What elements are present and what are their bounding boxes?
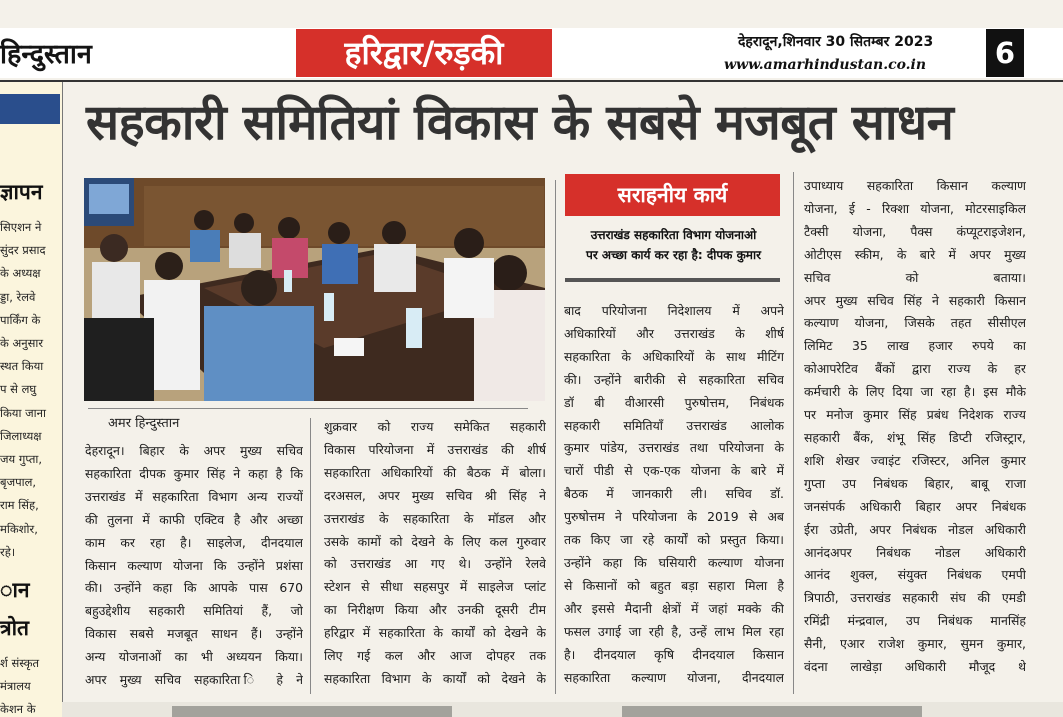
body-line: विकास परियोजना में उत्तराखंड की शीर्ष — [324, 441, 546, 457]
body-line: डॉ बी वीआरसी पुरुषोत्तम, निबंधक — [564, 394, 784, 410]
body-line: सैनी, एआर राजेश कुमार, सुमन कुमार, — [804, 636, 1026, 652]
subhead-line: उत्तराखंड सहकारिता विभाग योजनाओ — [590, 228, 757, 242]
body-line: पुरुषोत्तम ने परियोजना के 2019 से अब — [564, 509, 784, 525]
body-line: अधिकारियों और उत्तराखंड के शीर्ष — [564, 325, 784, 341]
left-strip-line: के अनुसार — [0, 336, 44, 350]
body-line: सहकारी समितियाँ उत्तराखंड आलोक — [564, 417, 784, 433]
body-line: वंदना लाखेड़ा अधिकारी मौजूद थे — [804, 659, 1026, 675]
box-rule — [565, 278, 780, 282]
left-strip-line: बृजपाल, — [0, 475, 37, 490]
left-strip-line: प से लघु — [0, 382, 37, 397]
column-divider — [310, 418, 311, 694]
body-line: उपाध्याय सहकारिता किसान कल्याण — [804, 178, 1026, 193]
body-line: रमिंद्री मंन्द्रवाल, उप निबंधक मानसिंह — [804, 613, 1026, 629]
left-strip-line: जय गुप्ता, — [0, 452, 43, 466]
body-line: बाद परियोजना निदेशालय में अपने — [564, 303, 784, 318]
left-strip-line: सिएशन ने — [0, 220, 42, 234]
body-line: सचिव को बताया। — [804, 269, 1026, 285]
left-strip-line: मंत्रालय — [0, 679, 31, 693]
body-line: है। दीनदयाल कृषि दीनदयाल किसान — [564, 646, 784, 662]
body-line: लिमिट 35 लाख हजार रुपये का — [804, 338, 1026, 354]
body-line: का निरीक्षण किया और उनकी दूसरी टीम — [324, 602, 546, 618]
body-line: अपर मुख्य सचिव सिंह ने सहकारी किसान — [804, 292, 1026, 308]
body-line: उत्तराखंड के सहकारिता के मॉडल और — [324, 510, 546, 526]
body-line: दरअसल, अपर मुख्य सचिव श्री सिंह ने — [324, 487, 546, 503]
body-line: हरिद्वार में सहकारिता के कार्यों को देखने के — [324, 625, 546, 641]
left-strip-line: जिलाध्यक्ष — [0, 428, 42, 443]
blue-label-bar — [0, 94, 60, 124]
body-line: देहरादून। बिहार के अपर मुख्य सचिव — [85, 443, 303, 458]
left-strip-line: के अध्यक्ष — [0, 266, 41, 281]
left-strip-line: केशन के — [0, 702, 36, 716]
body-line: सहकारिता दीपक कुमार सिंह ने कहा है कि — [85, 465, 303, 481]
column-divider — [555, 180, 556, 694]
left-strip-heading-3: त्रोत — [0, 616, 30, 640]
body-line: शुक्रवार को राज्य समेकित सहकारी — [324, 419, 546, 434]
left-strip-line: राम सिंह, — [0, 498, 39, 513]
left-strip-line: मकिशोर, — [0, 521, 38, 536]
cropped-heading — [172, 706, 452, 717]
body-line: काम कर रहा है। साइलेज, दीनदयाल — [85, 534, 303, 550]
body-line: फसल उगाई जा रही है, उन्हें लाभ मिल रहा — [564, 623, 784, 639]
body-line: कल्याण योजना, जिसके तहत सीसीएल — [804, 315, 1026, 331]
body-line: आनंद शुक्ल, संयुक्त निबंधक एमपी — [804, 567, 1026, 583]
dateline: देहरादून,शिनवार 30 सितम्बर 2023 — [738, 34, 934, 50]
website-url[interactable]: www.amarhindustan.co.in — [724, 57, 927, 73]
body-line: तक किए जा रहे कार्यों को प्रस्तुत किया। — [564, 532, 784, 548]
next-article-strip — [62, 702, 1063, 717]
body-line: सहकारी बैंक, शंभू सिंह डिप्टी रजिस्ट्रार, — [804, 429, 1026, 445]
left-strip-heading-2: ान — [0, 578, 30, 602]
body-line: की। उन्होंने बारीकी से सहकारिता सचिव — [564, 371, 784, 387]
body-line: स्टेशन से सीधा सहसपुर में साइलेज प्लांट — [324, 579, 546, 595]
left-strip-line: ड्डा, रेलवे — [0, 289, 36, 304]
body-line: त्रिपाठी, उत्तराखंड सहकारी संघ की एमडी — [804, 590, 1026, 606]
body-column-1 — [85, 440, 303, 692]
page-number: 6 — [986, 29, 1024, 77]
headline: सहकारी समितियां विकास के सबसे मजबूत साधन — [86, 94, 954, 151]
left-strip-line: रहे। — [0, 544, 16, 559]
body-line: बैठक में जानकारी ली। सचिव डॉ. — [564, 486, 784, 502]
body-line: सहकारिता विभाग के कार्यों को देखने के — [324, 670, 546, 686]
left-strip-heading: ज्ञापन — [0, 180, 43, 204]
body-line: चारों पीडी से एक-एक योजना के बारे में — [564, 463, 784, 479]
body-line: टैक्सी योजना, पैक्स कंप्यूटराइजेशन, — [804, 223, 1026, 239]
meeting-photo — [84, 178, 545, 401]
section-label: हरिद्वार/रुड़की — [296, 29, 552, 77]
masthead-divider — [0, 80, 1063, 82]
body-line: जनसंपर्क अधिकारी बिहार अपर निबंधक — [804, 498, 1026, 514]
subhead-line: पर अच्छा कार्य कर रहा है: दीपक कुमार — [586, 248, 761, 262]
box-banner: सराहनीय कार्य — [565, 174, 780, 216]
cropped-heading — [622, 706, 922, 717]
body-line: अपर मुख्य सचिव सहकारिता ि हे ने — [85, 672, 303, 688]
body-line: विकास सबसे मजबूत साधन हैं। उन्होंने — [85, 626, 303, 642]
left-strip-line: सुंदर प्रसाद — [0, 243, 46, 258]
body-line: की तुलना में काफी एक्टिव है और अच्छा — [85, 511, 303, 527]
body-line: किसान कल्याण योजना कि उन्होंने प्रशंसा — [85, 557, 303, 573]
meeting-photo-illustration — [84, 178, 545, 401]
left-strip-line: किया जाना — [0, 405, 46, 420]
body-line: शशि शेखर ज्वाइंट रजिस्टर, अनिल कुमार — [804, 452, 1026, 468]
body-line: ओटीएस स्कीम, के बारे में अपर मुख्य — [804, 246, 1026, 262]
body-line: और इससे मैदानी क्षेत्रों में जहां मक्के की — [564, 600, 784, 616]
column-divider — [793, 172, 794, 694]
body-line: सहकारिता कल्याण योजना, दीनदयाल — [564, 669, 784, 685]
body-line: योजना, ई - रिक्शा योजना, मोटरसाइकिल — [804, 200, 1026, 216]
body-line: ईरा उप्रेती, अपर निबंधक नोडल अधिकारी — [804, 521, 1026, 537]
body-line: पर मनोज कुमार सिंह प्रबंध निदेशक राज्य — [804, 407, 1026, 423]
body-column-2 — [324, 416, 546, 691]
body-line: को उत्तराखंड आ गए थे। उन्होंने रेलवे — [324, 556, 546, 572]
credit-text: अमर हिन्दुस्तान — [108, 416, 180, 431]
adjacent-column-strip — [0, 82, 62, 717]
body-line: सहकारिता के अधिकारियों के साथ मीटिंग — [564, 348, 784, 364]
newspaper-brand: हिन्दुस्तान — [0, 39, 92, 70]
body-line: उसके कामों को देखने के लिए कल गुरुवार — [324, 533, 546, 549]
body-line: से किसानों को बहुत बड़ा सहारा मिला है — [564, 577, 784, 593]
body-line: कोआपरेटिव बैंकों द्वारा राज्य के हर — [804, 361, 1026, 377]
left-strip-line: स्थत किया — [0, 359, 44, 374]
body-line: कुमार पांडेय, उत्तराखंड तथा परियोजना के — [564, 440, 784, 456]
left-strip-line: र्श संस्कृत — [0, 656, 40, 670]
subheadline — [570, 225, 777, 265]
body-line: सहकारिता अधिकारियों की बैठक में बोला। — [324, 464, 546, 480]
body-line: कर्मचारी के लिए दिया जा रहा है। इस मौके — [804, 384, 1026, 400]
body-column-3 — [564, 300, 784, 689]
body-line: अन्य योजनाओं का भी अध्ययन किया। — [85, 649, 303, 665]
body-line: उत्तराखंड में सहकारिता विभाग अन्य राज्यों — [85, 488, 303, 504]
body-line: गुप्ता उप निबंधक बिहार, बाबू राजा — [804, 475, 1026, 491]
left-strip-line: पार्किंग के — [0, 312, 41, 327]
column-divider — [62, 82, 63, 717]
body-line: लिए गई कल और आज दोपहर तक — [324, 648, 546, 664]
body-line: उन्होंने कहा कि घसियारी कल्याण योजना — [564, 554, 784, 570]
body-line: आनंदअपर निबंधक नोडल अधिकारी — [804, 544, 1026, 560]
body-column-4 — [804, 175, 1026, 679]
body-line: बहुउद्देशीय सहकारी समितियां हैं, जो — [85, 603, 303, 619]
body-line: की। उन्होंने कहा कि आपके पास 670 — [85, 580, 303, 596]
